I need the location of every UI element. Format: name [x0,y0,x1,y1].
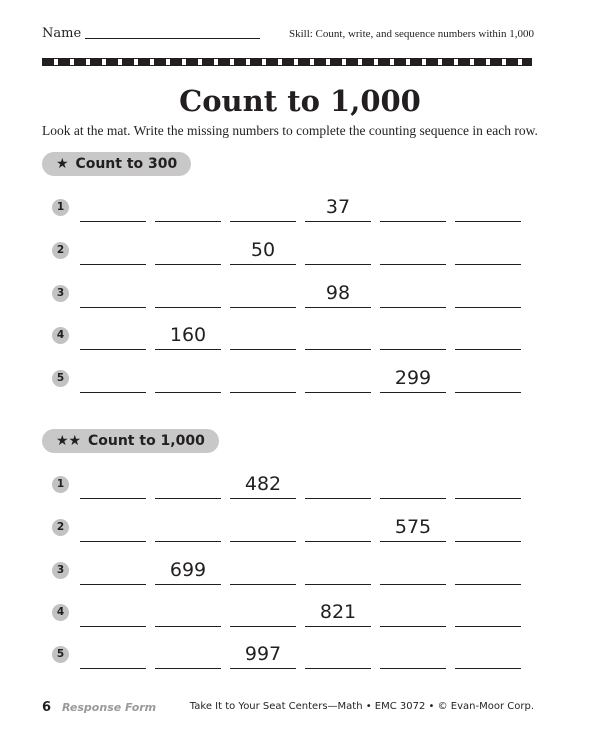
answer-blank[interactable] [80,470,146,499]
answer-blank[interactable] [305,640,371,669]
answer-blank[interactable] [380,556,446,585]
given-number: 575 [380,513,446,542]
footer-page-number: 6 [42,700,52,715]
row-number: 5 [52,370,69,387]
answer-blank[interactable] [230,321,296,350]
answer-blank[interactable] [305,321,371,350]
footer-label: Response Form [62,701,157,714]
given-number: 160 [155,321,221,350]
answer-blank[interactable] [80,598,146,627]
answer-blank[interactable] [230,193,296,222]
answer-blank[interactable] [230,598,296,627]
footer-credit: Take It to Your Seat Centers—Math • EMC 3072 • © Evan-Moor Corp. [189,701,534,712]
answer-blank[interactable] [455,556,521,585]
row-number: 1 [52,199,69,216]
section-label: Count to 1,000 [87,433,205,449]
section-heading [42,429,219,453]
section-label: Count to 300 [75,156,178,172]
row-number: 1 [52,476,69,493]
dashed-divider [42,58,532,66]
answer-blank[interactable] [380,193,446,222]
given-number: 50 [230,236,296,265]
answer-blank[interactable] [455,279,521,308]
answer-blank[interactable] [80,513,146,542]
row-number: 3 [52,285,69,302]
answer-blank[interactable] [455,321,521,350]
row-number: 4 [52,604,69,621]
answer-blank[interactable] [230,364,296,393]
answer-blank[interactable] [305,556,371,585]
answer-blank[interactable] [305,236,371,265]
page-title: Count to 1,000 [179,84,421,118]
answer-blank[interactable] [455,513,521,542]
answer-blank[interactable] [380,470,446,499]
given-number: 482 [230,470,296,499]
answer-blank[interactable] [80,236,146,265]
row-number: 2 [52,519,69,536]
given-number: 299 [380,364,446,393]
answer-blank[interactable] [380,236,446,265]
answer-blank[interactable] [155,236,221,265]
answer-blank[interactable] [230,279,296,308]
answer-blank[interactable] [230,556,296,585]
answer-blank[interactable] [80,279,146,308]
row-number: 3 [52,562,69,579]
answer-blank[interactable] [455,470,521,499]
name-label: Name [42,26,82,41]
row-number: 2 [52,242,69,259]
given-number: 997 [230,640,296,669]
answer-blank[interactable] [155,193,221,222]
answer-blank[interactable] [155,513,221,542]
answer-blank[interactable] [455,193,521,222]
section-heading [42,152,191,176]
answer-blank[interactable] [155,640,221,669]
answer-blank[interactable] [80,193,146,222]
given-number: 821 [305,598,371,627]
answer-blank[interactable] [380,598,446,627]
answer-blank[interactable] [230,513,296,542]
answer-blank[interactable] [305,470,371,499]
given-number: 699 [155,556,221,585]
row-number: 5 [52,646,69,663]
answer-blank[interactable] [455,236,521,265]
instructions: Look at the mat. Write the missing numbers to complete the counting sequence in each row. [42,123,538,138]
answer-blank[interactable] [155,279,221,308]
answer-blank[interactable] [155,364,221,393]
answer-blank[interactable] [380,321,446,350]
row-number: 4 [52,327,69,344]
answer-blank[interactable] [455,598,521,627]
name-field [42,26,260,41]
answer-blank[interactable] [305,364,371,393]
answer-blank[interactable] [455,640,521,669]
answer-blank[interactable] [380,279,446,308]
answer-blank[interactable] [80,364,146,393]
answer-blank[interactable] [80,321,146,350]
skill-text: Skill: Count, write, and sequence numbers within 1,000 [288,28,534,40]
answer-blank[interactable] [305,513,371,542]
name-write-line[interactable] [85,38,260,39]
star-icon: ★ [56,156,69,172]
answer-blank[interactable] [80,640,146,669]
answer-blank[interactable] [455,364,521,393]
answer-blank[interactable] [155,598,221,627]
given-number: 37 [305,193,371,222]
star-icon: ★★ [56,433,82,449]
answer-blank[interactable] [80,556,146,585]
answer-blank[interactable] [380,640,446,669]
given-number: 98 [305,279,371,308]
answer-blank[interactable] [155,470,221,499]
